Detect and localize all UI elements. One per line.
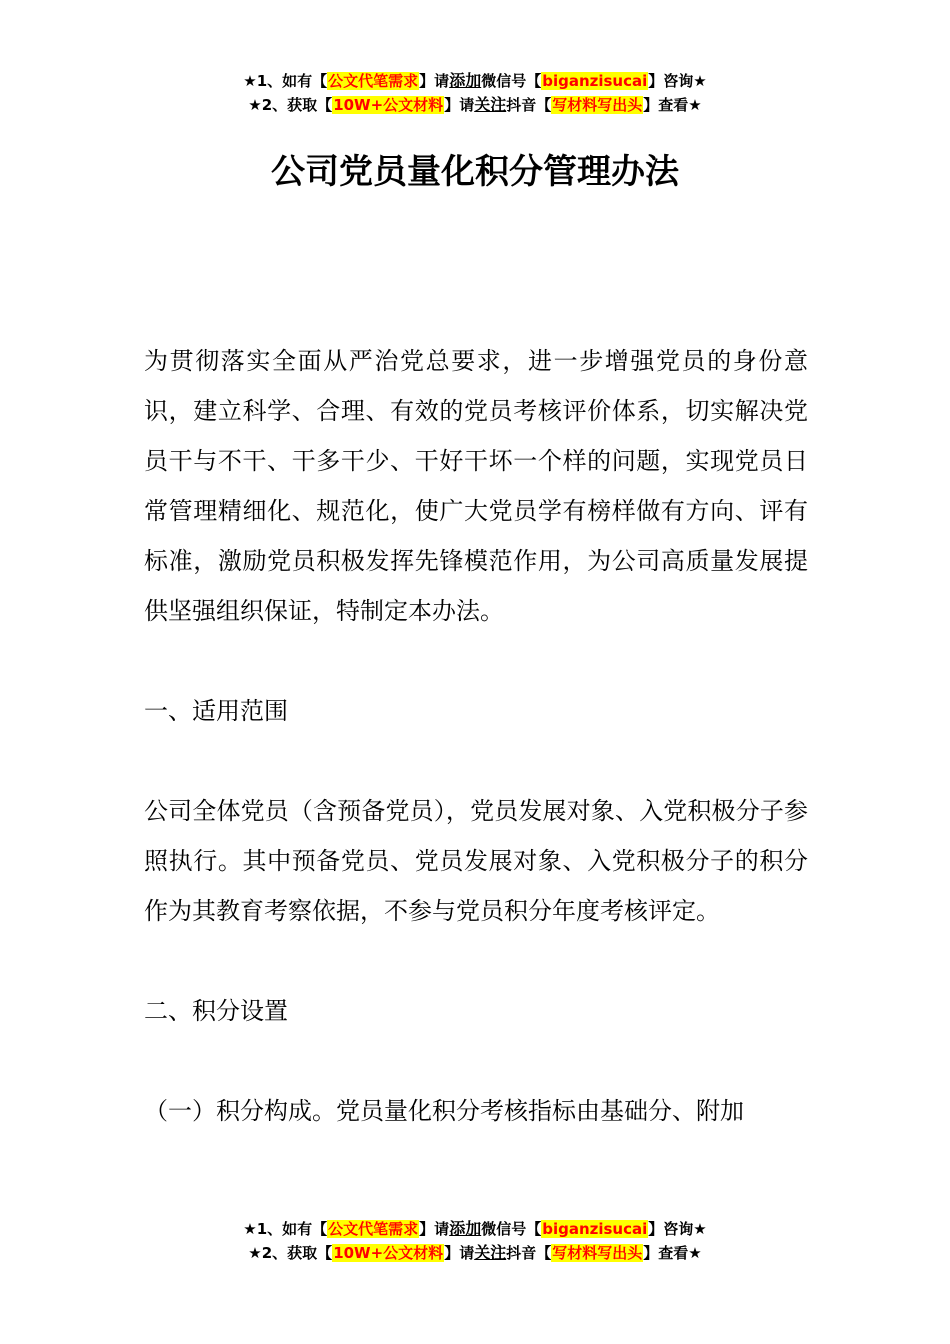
banner-text: ★1、如有【 — [243, 1220, 328, 1238]
banner-line-2 — [0, 93, 950, 117]
section-heading-scope: 一、适用范围 — [144, 697, 288, 725]
banner-text: 】咨询★ — [648, 72, 707, 90]
document-body — [144, 336, 808, 1186]
banner-text: 】咨询★ — [648, 1220, 707, 1238]
intro-paragraph: 为贯彻落实全面从严治党总要求，进一步增强党员的身份意识，建立科学、合理、有效的党员考核评价体系，切实解决党员干与不干、干多干少、干好干坏一个样的问题，实现党员日常管理精细化、规范化，使广大党员学有榜样做有方向、评有标准，激励党员积极发挥先锋模范作用，为公司高质量发展提供坚强组织保证，特制定本办法。 — [144, 347, 808, 625]
banner-text: 抖音【 — [506, 96, 552, 114]
scope-paragraph: 公司全体党员（含预备党员），党员发展对象、入党积极分子参照执行。其中预备党员、党员发展对象、入党积极分子的积分作为其教育考察依据，不参与党员积分年度考核评定。 — [144, 797, 808, 925]
banner-highlight: 写材料写出头 — [552, 1244, 643, 1262]
banner-text: 抖音【 — [506, 1244, 552, 1262]
banner-line-1 — [0, 69, 950, 93]
points-paragraph: （一）积分构成。党员量化积分考核指标由基础分、附加 — [144, 1097, 744, 1125]
banner-underlined-text: 关注 — [474, 95, 507, 114]
banner-text: 】查看★ — [643, 1244, 702, 1262]
banner-text: 】请 — [419, 1220, 450, 1238]
banner-text: 】请 — [444, 96, 475, 114]
banner-highlight: 公文代笔需求 — [328, 1220, 419, 1238]
banner-text: 】请 — [419, 72, 450, 90]
banner-line-2 — [0, 1241, 950, 1265]
header-banner — [0, 69, 950, 117]
banner-highlight: biganzisucai — [542, 1220, 648, 1238]
banner-text: 微信号【 — [481, 72, 542, 90]
banner-highlight: biganzisucai — [542, 72, 648, 90]
banner-highlight: 写材料写出头 — [552, 96, 643, 114]
banner-text: 微信号【 — [481, 1220, 542, 1238]
banner-text: ★2、获取【 — [248, 96, 333, 114]
footer-banner — [0, 1217, 950, 1265]
banner-underlined-text: 关注 — [474, 1243, 507, 1262]
banner-text: ★1、如有【 — [243, 72, 328, 90]
banner-line-1 — [0, 1217, 950, 1241]
banner-highlight: 10W+公文材料 — [333, 96, 444, 114]
banner-text: ★2、获取【 — [248, 1244, 333, 1262]
banner-underlined-text: 添加 — [449, 71, 482, 90]
banner-text: 】查看★ — [643, 96, 702, 114]
section-heading-points: 二、积分设置 — [144, 997, 288, 1025]
document-title: 公司党员量化积分管理办法 — [271, 152, 679, 192]
banner-underlined-text: 添加 — [449, 1219, 482, 1238]
banner-text: 】请 — [444, 1244, 475, 1262]
banner-highlight: 公文代笔需求 — [328, 72, 419, 90]
banner-highlight: 10W+公文材料 — [333, 1244, 444, 1262]
